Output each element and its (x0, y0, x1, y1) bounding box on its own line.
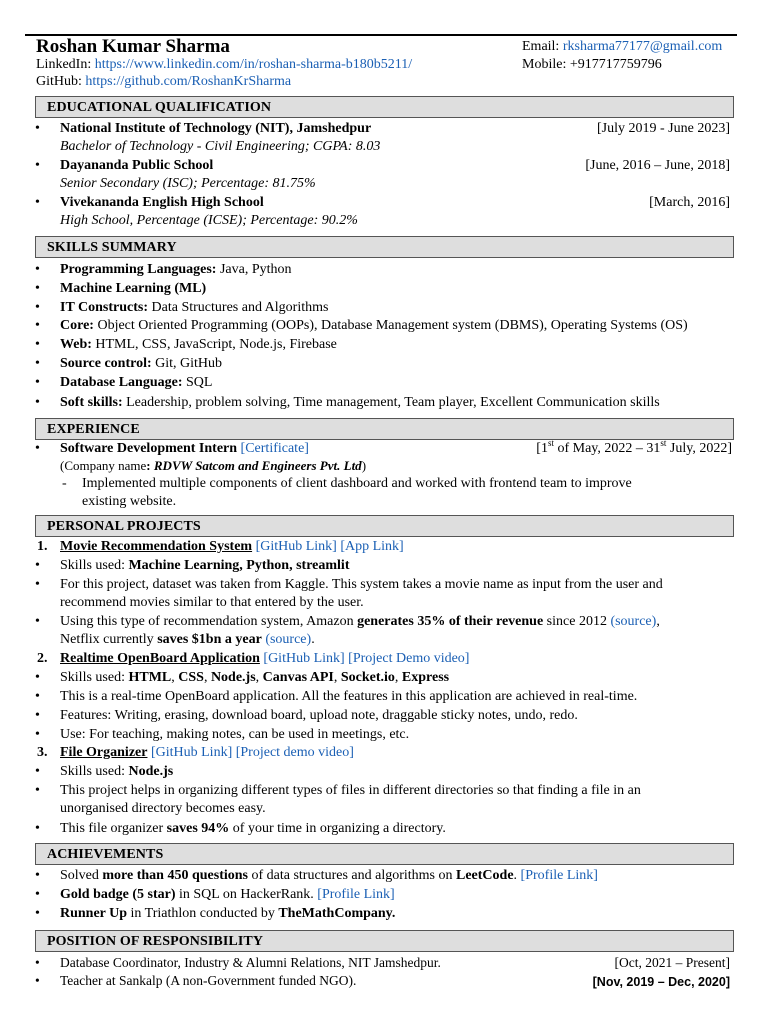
skill-item (0, 395, 768, 415)
email-link[interactable]: rksharma77177@gmail.com (562, 39, 723, 54)
section-title: PERSONAL PROJECTS (47, 519, 201, 534)
candidate-name: Roshan Kumar Sharma (36, 36, 230, 57)
project-name: File Organizer (60, 745, 148, 760)
school-name: Vivekananda English High School (60, 195, 264, 210)
linkedin-link[interactable]: https://www.linkedin.com/in/roshan-sharma-b180b5211/ (94, 57, 413, 72)
project-number: 2. (37, 651, 48, 666)
education-item (0, 158, 768, 178)
bullet: • (35, 441, 40, 456)
skill-value: Data Structures and Algorithms (148, 300, 329, 315)
company-name: RDVW Satcom and Engineers Pvt. Ltd (153, 458, 362, 473)
skill-item (0, 300, 768, 320)
bullet: • (35, 262, 40, 277)
bullet: • (35, 906, 40, 921)
list-item: • Using this type of recommendation system, Amazon generates 35% of their revenue since 2012 (source), (35, 614, 660, 629)
company-line: (Company name: RDVW Satcom and Engineers Pvt. Ltd) (60, 458, 367, 473)
list-item: • Skills used: Machine Learning, Python, streamlit (35, 558, 350, 573)
list-item: • Skills used: Node.js (35, 764, 174, 779)
email-label: Email: (522, 39, 560, 54)
degree-detail: Senior Secondary (ISC); Percentage: 81.75% (60, 176, 316, 191)
list-item: • This file organizer saves 94% of your time in organizing a directory. (35, 821, 446, 836)
bullet: • (35, 281, 40, 296)
skill-label: Source control: (60, 356, 152, 371)
project-links[interactable]: [GitHub Link] [App Link] (252, 539, 404, 554)
education-detail (0, 139, 768, 159)
bullet: • (35, 955, 40, 970)
education-item (0, 195, 768, 215)
bullet: • (35, 764, 40, 779)
bullet: • (35, 375, 40, 390)
section-achievements (35, 843, 734, 865)
bullet: • (35, 887, 40, 902)
github-line (36, 74, 291, 90)
bullet: • (35, 670, 40, 685)
list-item-cont: Netflix currently saves $1bn a year (source). (60, 632, 315, 647)
school-name: Dayananda Public School (60, 158, 214, 173)
section-title: EDUCATIONAL QUALIFICATION (47, 100, 272, 115)
experience-desc: - Implemented multiple components of client dashboard and worked with frontend team to improve (62, 476, 632, 491)
skill-value: Git, GitHub (151, 356, 223, 371)
role-title: Software Development Intern (60, 441, 238, 456)
project-name: Realtime OpenBoard Application (60, 651, 260, 666)
skill-label: Soft skills: (60, 395, 123, 410)
skill-value: HTML, CSS, JavaScript, Node.js, Firebase (91, 337, 337, 352)
skill-item (0, 281, 768, 301)
certificate-link[interactable]: [Certificate] (240, 441, 309, 456)
school-name: National Institute of Technology (NIT), Jamshedpur (60, 121, 372, 136)
profile-link[interactable]: [Profile Link] (520, 868, 598, 883)
skill-value: SQL (182, 375, 213, 390)
bullet: • (35, 558, 40, 573)
bullet: • (35, 577, 40, 592)
project-number: 3. (37, 745, 48, 760)
list-item-cont: unorganised directory becomes easy. (60, 801, 266, 816)
responsibility-date: [Oct, 2021 – Present] (614, 955, 730, 970)
skill-label: IT Constructs: (60, 300, 149, 315)
project-title (0, 539, 768, 559)
degree-detail: High School, Percentage (ICSE); Percentage: 90.2% (60, 213, 358, 228)
skill-label: Programming Languages: (60, 262, 217, 277)
linkedin-label: LinkedIn: (36, 57, 92, 72)
skill-item (0, 318, 768, 338)
skill-item (0, 337, 768, 357)
bullet: • (35, 689, 40, 704)
responsibility-item: • Teacher at Sankalp (A non-Government funded NGO). [Nov, 2019 – Dec, 2020] (35, 973, 730, 989)
skill-label: Database Language: (60, 375, 183, 390)
bullet: • (35, 195, 40, 210)
bullet: • (35, 727, 40, 742)
section-title: SKILLS SUMMARY (47, 240, 177, 255)
bullet: • (35, 821, 40, 836)
list-item: • This is a real-time OpenBoard application. All the features in this application are achieved in real-time. (35, 689, 638, 704)
skill-item (0, 375, 768, 395)
achievement-item: • Solved more than 450 questions of data structures and algorithms on LeetCode. [Profile Link] (35, 868, 598, 883)
github-link[interactable]: https://github.com/RoshanKrSharma (85, 74, 292, 89)
skill-item (0, 262, 768, 282)
bullet: • (35, 973, 40, 988)
section-projects (35, 515, 734, 537)
achievement-item: • Runner Up in Triathlon conducted by TheMathCompany. (35, 906, 396, 921)
project-title (0, 745, 768, 765)
experience-desc: existing website. (82, 494, 177, 509)
list-item: • Use: For teaching, making notes, can be used in meetings, etc. (35, 727, 410, 742)
education-detail (0, 176, 768, 196)
skill-label: Web: (60, 337, 92, 352)
skill-value: Object Oriented Programming (OOPs), Database Management system (DBMS), Operating Systems (OS) (93, 318, 688, 333)
project-title (0, 651, 768, 671)
skill-label: Machine Learning (ML) (60, 281, 207, 296)
degree-detail: Bachelor of Technology - Civil Engineering; CGPA: 8.03 (60, 139, 381, 154)
experience-date: [1st of May, 2022 – 31st July, 2022] (536, 438, 732, 456)
bullet: • (35, 783, 40, 798)
bullet: • (35, 614, 40, 629)
bullet: • (35, 337, 40, 352)
github-label: GitHub: (36, 74, 82, 89)
skill-value: Java, Python (216, 262, 292, 277)
section-education (35, 96, 734, 118)
education-date: [July 2019 - June 2023] (597, 121, 730, 136)
section-experience (35, 418, 734, 440)
bullet: • (35, 708, 40, 723)
education-date: [June, 2016 – June, 2018] (585, 158, 730, 173)
mobile-number: Mobile: +917717759796 (522, 57, 662, 72)
list-item-cont: recommend movies similar to that entered by the user. (60, 595, 364, 610)
project-links[interactable]: [GitHub Link] [Project demo video] (147, 745, 354, 760)
project-links[interactable]: [GitHub Link] [Project Demo video] (259, 651, 470, 666)
education-date: [March, 2016] (649, 195, 730, 210)
list-item: • Skills used: HTML, CSS, Node.js, Canvas API, Socket.io, Express (35, 670, 450, 685)
bullet: • (35, 868, 40, 883)
section-responsibility (35, 930, 734, 952)
achievement-item: • Gold badge (5 star) in SQL on HackerRank. [Profile Link] (35, 887, 395, 902)
section-title: POSITION OF RESPONSIBILITY (47, 934, 264, 949)
profile-link[interactable]: [Profile Link] (317, 887, 395, 902)
section-skills (35, 236, 734, 258)
source-link[interactable]: (source) (610, 614, 657, 629)
skill-value: Leadership, problem solving, Time management, Team player, Excellent Communication skills (122, 395, 660, 410)
project-name: Movie Recommendation System (60, 539, 253, 554)
responsibility-item: • Database Coordinator, Industry & Alumni Relations, NIT Jamshedpur. [Oct, 2021 – Present] (35, 955, 730, 970)
linkedin-line (36, 57, 412, 73)
bullet: • (35, 318, 40, 333)
bullet: • (35, 395, 40, 410)
section-title: ACHIEVEMENTS (47, 847, 164, 862)
dash: - (62, 476, 67, 491)
list-item: • Features: Writing, erasing, download board, upload note, draggable sticky notes, undo, redo. (35, 708, 578, 723)
bullet: • (35, 158, 40, 173)
source-link[interactable]: (source) (265, 632, 312, 647)
skill-label: Core: (60, 318, 94, 333)
list-item: • This project helps in organizing different types of files in different directories so that finding a file in an (35, 783, 641, 798)
education-detail (0, 213, 768, 233)
list-item: • For this project, dataset was taken from Kaggle. This system takes a movie name as input from the user and (35, 577, 663, 592)
bullet: • (35, 300, 40, 315)
section-title: EXPERIENCE (47, 422, 140, 437)
email-line (522, 39, 722, 55)
skill-item (0, 356, 768, 376)
bullet: • (35, 121, 40, 136)
education-item (0, 121, 768, 141)
bullet: • (35, 356, 40, 371)
responsibility-date: [Nov, 2019 – Dec, 2020] (592, 975, 730, 989)
project-number: 1. (37, 539, 48, 554)
